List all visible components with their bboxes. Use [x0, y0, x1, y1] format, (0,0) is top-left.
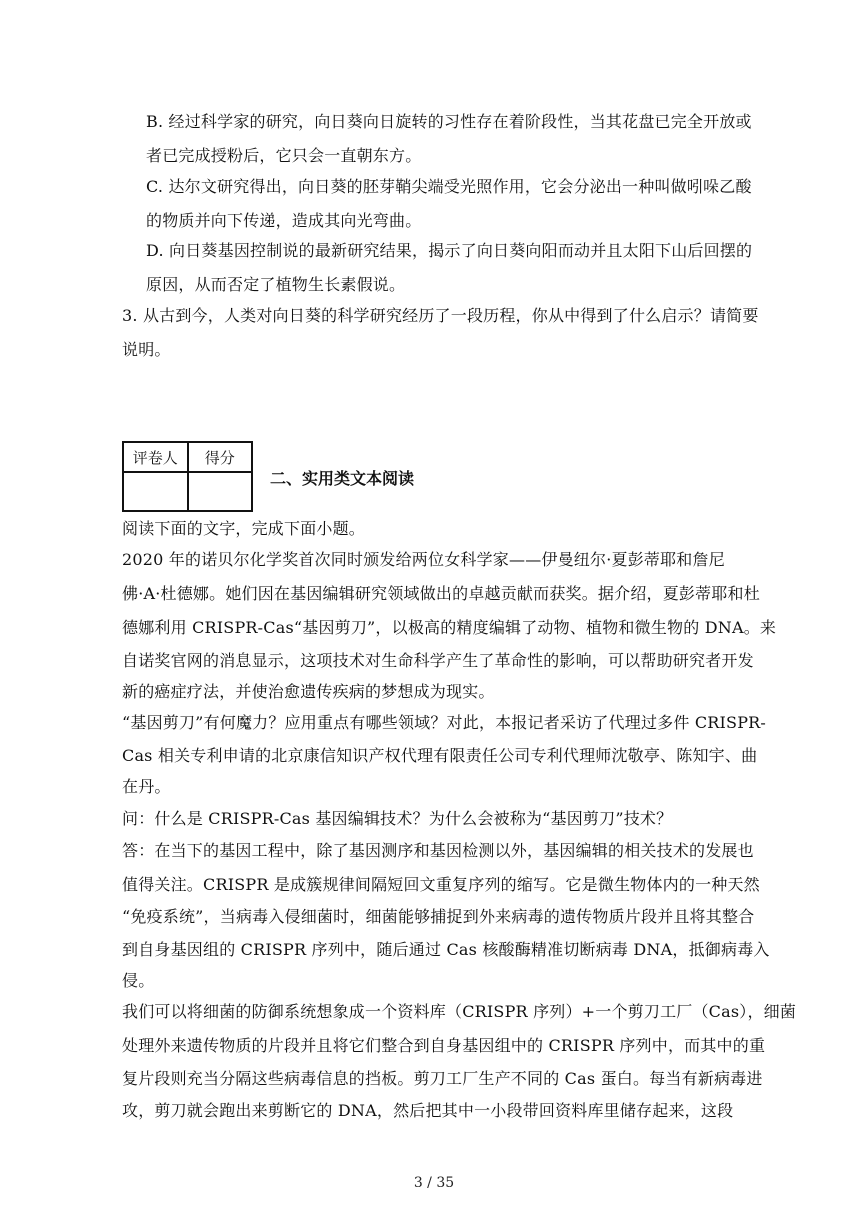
passage-line: 佛·A·杜德娜。她们因在基因编辑研究领域做出的卓越贡献而获奖。据介绍，夏彭蒂耶和杜 [122, 584, 760, 603]
passage-line: 问：什么是 CRISPR-Cas 基因编辑技术？为什么会被称为“基因剪刀”技术？ [122, 809, 673, 828]
passage-line: 值得关注。CRISPR 是成簇规律间隔短回文重复序列的缩写。它是微生物体内的一种天然 [122, 875, 760, 894]
option-d-line-2: 原因，从而否定了植物生长素假说。 [146, 275, 406, 294]
grader-label: 评卷人 [123, 442, 188, 472]
score-table [122, 441, 253, 512]
grader-cell[interactable] [123, 472, 188, 511]
passage-line: 自诺奖官网的消息显示，这项技术对生命科学产生了革命性的影响，可以帮助研究者开发 [122, 651, 754, 670]
option-b-line-1: B. 经过科学家的研究，向日葵向日旋转的习性存在着阶段性，当其花盘已完全开放或 [146, 112, 752, 131]
passage-line: 新的癌症疗法，并使治愈遗传疾病的梦想成为现实。 [122, 682, 495, 701]
passage-line: 在丹。 [122, 777, 171, 796]
passage-line: 到自身基因组的 CRISPR 序列中，随后通过 Cas 核酸酶精准切断病毒 DNA，抵御病毒入 [122, 940, 770, 959]
passage-line: 我们可以将细菌的防御系统想象成一个资料库（CRISPR 序列）+一个剪刀工厂（Cas），细菌 [122, 1002, 797, 1021]
page-number: 3 / 35 [413, 1175, 455, 1191]
option-c-line-2: 的物质并向下传递，造成其向光弯曲。 [146, 211, 422, 230]
option-b-line-2: 者已完成授粉后，它只会一直朝东方。 [146, 146, 422, 165]
question-3-line-2: 说明。 [122, 340, 171, 359]
passage-line: “免疫系统”，当病毒入侵细菌时，细菌能够捕捉到外来病毒的遗传物质片段并且将其整合 [122, 907, 755, 926]
passage-line: 德娜利用 CRISPR-Cas“基因剪刀”，以极高的精度编辑了动物、植物和微生物的 DNA。来 [122, 618, 777, 637]
question-3-line-1: 3. 从古到今，人类对向日葵的科学研究经历了一段历程，你从中得到了什么启示？请简要 [122, 306, 759, 325]
passage-line: 2020 年的诺贝尔化学奖首次同时颁发给两位女科学家——伊曼纽尔·夏彭蒂耶和詹尼 [122, 550, 725, 569]
passage-line: 攻，剪刀就会跑出来剪断它的 DNA，然后把其中一小段带回资料库里储存起来，这段 [122, 1101, 734, 1120]
score-label: 得分 [188, 442, 253, 472]
option-d-line-1: D. 向日葵基因控制说的最新研究结果，揭示了向日葵向阳而动并且太阳下山后回摆的 [146, 241, 753, 260]
passage-line: 答：在当下的基因工程中，除了基因测序和基因检测以外，基因编辑的相关技术的发展也 [122, 841, 754, 860]
option-c-line-1: C. 达尔文研究得出，向日葵的胚芽鞘尖端受光照作用，它会分泌出一种叫做吲哚乙酸 [146, 177, 752, 196]
section-title: 二、实用类文本阅读 [270, 469, 415, 488]
passage-line: 阅读下面的文字，完成下面小题。 [122, 519, 366, 538]
passage-line: 复片段则充当分隔这些病毒信息的挡板。剪刀工厂生产不同的 Cas 蛋白。每当有新病毒进 [122, 1069, 763, 1088]
passage-line: 侵。 [122, 971, 155, 990]
passage-line: “基因剪刀”有何魔力？应用重点有哪些领域？对此，本报记者采访了代理过多件 CRISPR- [122, 713, 767, 732]
score-cell[interactable] [188, 472, 253, 511]
passage-line: 处理外来遗传物质的片段并且将它们整合到自身基因组中的 CRISPR 序列中，而其中的重 [122, 1036, 766, 1055]
passage-line: Cas 相关专利申请的北京康信知识产权代理有限责任公司专利代理师沈敬亭、陈知宇、曲 [122, 746, 758, 765]
